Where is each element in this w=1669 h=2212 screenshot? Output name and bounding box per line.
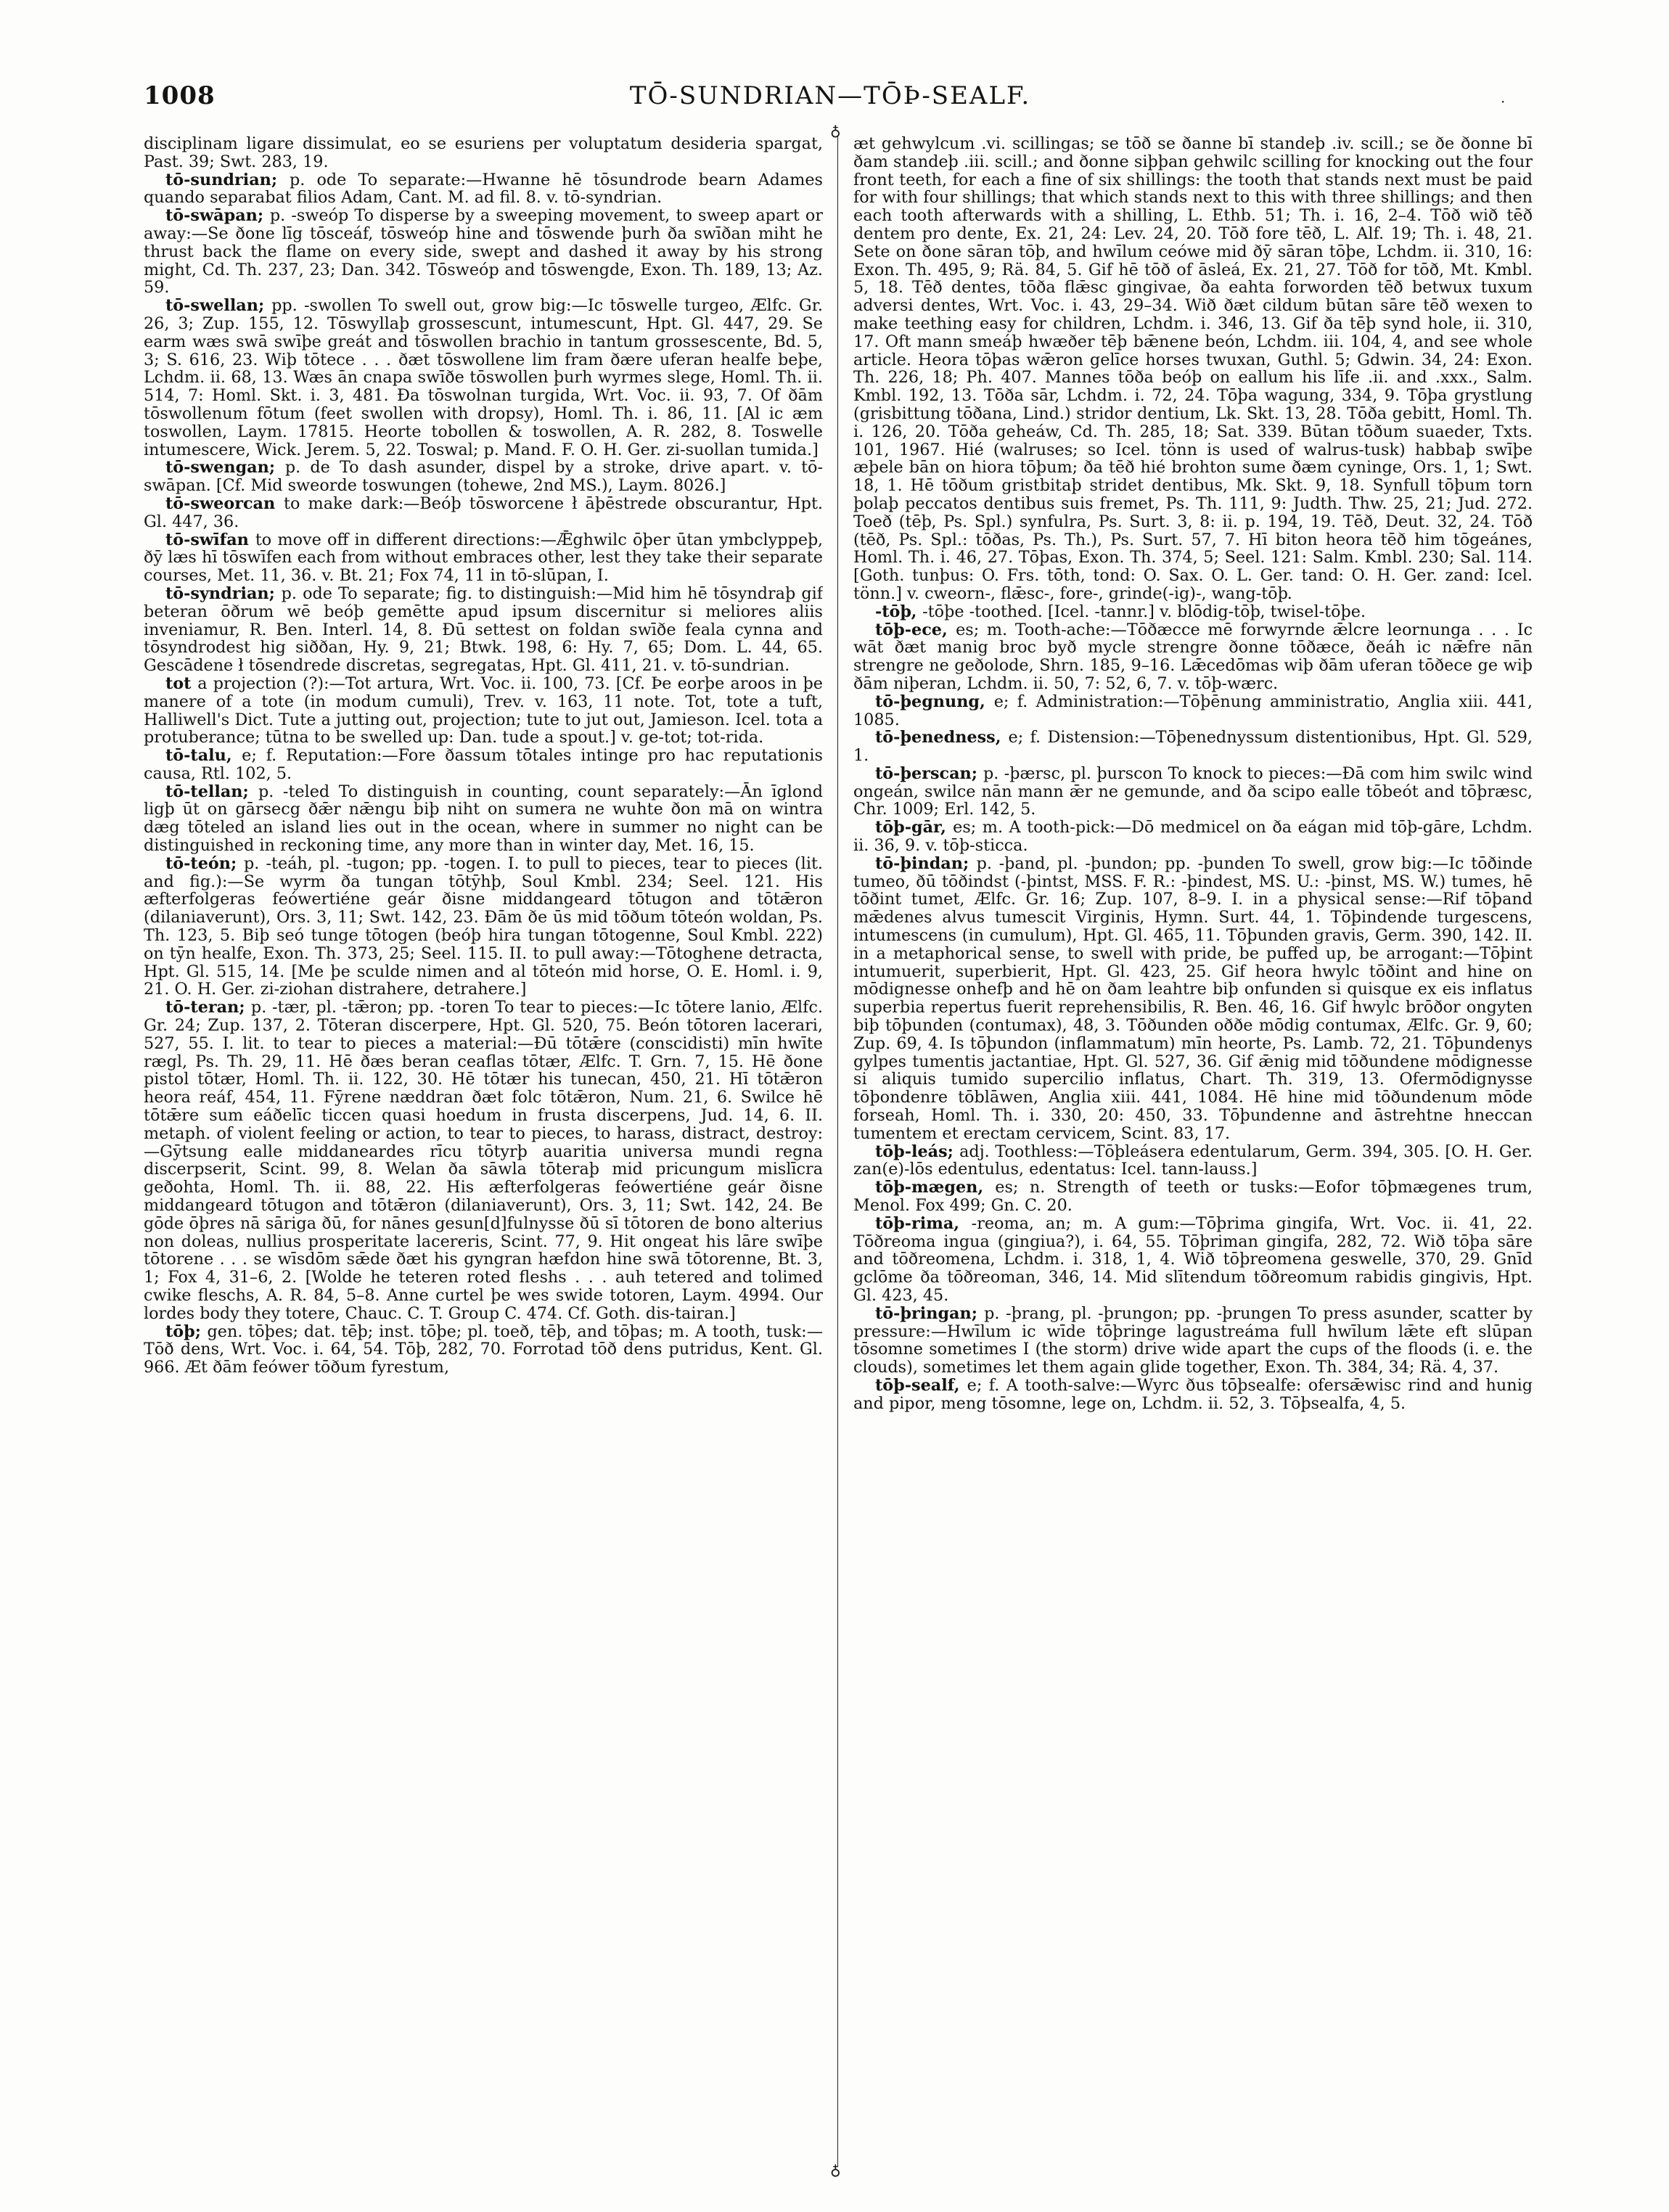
headword: tōþ; xyxy=(165,1322,208,1341)
left-column xyxy=(144,135,823,2160)
page-title: TŌ-SUNDRIAN—TŌÞ-SEALF. xyxy=(629,81,1031,110)
entry: tōþ-leás; adj. Toothless:—Tōþleásera edentularum, Germ. 394, 305. [O. H. Ger. zan(e)-lōs edentulus, edentatus: Icel. tann-lauss.] xyxy=(853,1142,1533,1179)
headword: tō-sundrian; xyxy=(165,170,290,189)
margin-mark: · xyxy=(1501,93,1506,110)
entry: tot a projection (?):—Tot artura, Wrt. Voc. ii. 100, 73. [Cf. Þe eorþe aroos in þe manere of a tote (in modum cumuli), Trev. v. 163, 11 note. Tot, tote a tuft, Halliwell's Dict. Tute a jutting out, projection; tute to jut out, Jamieson. Icel. tota a protuberance; tūtna to be swelled up: Dan. tude a spout.] v. ge-tot; tot-rida. xyxy=(144,673,823,747)
headword: tō-swāpan; xyxy=(165,206,270,226)
headword: tōþ-sealf, xyxy=(875,1375,967,1395)
headword: tō-swīfan xyxy=(165,530,255,549)
entry: tō-swengan; p. de To dash asunder, dispel by a stroke, drive apart. v. tō-swāpan. [Cf. Mid sweorde toswungen (tohewe, 2nd MS.), Laym. 8026.] xyxy=(144,458,823,496)
entry-continuation: disciplinam ligare dissimulat, eo se esuriens per voluptatum desideria spargat, Past. 39; Swt. 283, 19. xyxy=(144,135,823,171)
entry: tō-teran; p. -tær, pl. -tǣron; pp. -toren To tear to pieces:—Ic tōtere lanio, Ælfc. Gr. 24; Zup. 137, 2. Tōteran discerpere, Hpt. Gl. 520, 75. Beón tōtoren lacerari, 527, 55. I. lit. to tear to pieces a material:—Ðū tōtǣre (conscidisti) mīn hwīte rægl, Ps. Th. 29, 11. Hē ðæs beran ceaflas tōtær, Ælfc. T. Grn. 7, 15. Hē ðone pistol tōtær, Homl. Th. ii. 122, 30. Hē tōtær his tunecan, 450, 21. Hī tōtǣron heora reáf, 454, 11. Fȳrene næddran ðæt folc tōtǣron, Num. 21, 6. Swilce hē tōtǣre sum eáðelīc ticcen quasi hoedum in frusta discerpens, Jud. 14, 6. II. metaph. of violent feeling or action, to tear to pieces, to harass, distract, destroy:—Gȳtsung ealle middaneardes rīcu tōtyrþ auaritia universa mundi regna discerpserit, Scint. 99, 8. Welan ða sāwla tōteraþ mid pricungum mislīcra geðohta, Homl. Th. ii. 88, 22. His æfterfolgeras feówertiéne geár ðisne middangeard tōtugon and tōtǣron (dilaniaverunt), Ors. 3, 11; Swt. 142, 24. Be gōde ōþres nā sāriga ðū, for nānes gesun[d]fulnysse ðū sī tōtoren de bono alterius non doleas, nullius prosperitate lacereris, Scint. 77, 9. Hit ongeat his lāre swīþe tōtorene . . . se wīsdōm sǣde ðæt his gyngran hæfdon hine swā tōtorenne, Bt. 3, 1; Fox 4, 31–6, 2. [Wolde he teteren roted fleshs . . . auh tetered and tolimed cwike fleschs, A. R. 84, 5–8. Anne curtel þe wes swide totoren, Laym. 4994. Our lordes body they totere, Chauc. C. T. Group C. 474. Cf. Goth. dis-tairan.] xyxy=(144,998,823,1323)
column-rule-bottom-ornament: ♁ xyxy=(830,2161,841,2179)
entry: tōþ-ece, es; m. Tooth-ache:—Tōðæcce mē forwyrnde ǣlcre leornunga . . . Ic wāt ðæt manig broc byð mycle strengre ðonne tōðæce, ðeáh ic nǣfre nān strengre ne geðolode, Shrn. 185, 9–16. Lǣcedōmas wiþ ðām uferan tōðece ge wiþ ðām niþeran, Lchdm. ii. 50, 7: 52, 6, 7. v. tōþ-wærc. xyxy=(853,620,1533,693)
headword: tōþ-leás; xyxy=(875,1142,960,1161)
page-header xyxy=(144,81,1517,118)
headword: tō-teón; xyxy=(165,853,244,873)
entry: tō-syndrian; p. ode To separate; fig. to distinguish:—Mid him hē tōsyndraþ gif beteran ōðrum wē beóþ gemētte apud ipsum discernitur si meliores aliis inveniamur, R. Ben. Interl. 14, 8. Ðū settest on foldan swīðe feala cynna and tōsyndrodest hig siððan, Hy. 9, 21; Btwk. 198, 6: Hy. 7, 65; Dom. L. 44, 65. Gescādene ł tōsendrede discretas, segregatas, Hpt. Gl. 411, 21. v. tō-sundrian. xyxy=(144,583,823,676)
headword: tōþ-mægen, xyxy=(875,1178,996,1197)
headword: tō-þerscan; xyxy=(875,763,983,783)
headword: tō-swellan; xyxy=(165,296,272,316)
headword: tot xyxy=(165,673,198,693)
entry: tōþ-gār, es; m. A tooth-pick:—Dō medmicel on ða eágan mid tōþ-gāre, Lchdm. ii. 36, 9. v. tōþ-sticca. xyxy=(853,818,1533,856)
entry: tōþ-sealf, e; f. A tooth-salve:—Wyrc ðus tōþsealfe: ofersǣwisc rind and hunig and pipor, meng tōsomne, lege on, Lchdm. ii. 52, 3. Tōþsealfa, 4, 5. xyxy=(853,1375,1533,1413)
headword: tō-swengan; xyxy=(165,458,285,478)
entry: tō-þegnung, e; f. Administration:—Tōþēnung amministratio, Anglia xiii. 441, 1085. xyxy=(853,692,1533,729)
entry: tō-talu, e; f. Reputation:—Fore ðassum tōtales intinge pro hac reputationis causa, Rtl. 102, 5. xyxy=(144,746,823,783)
page-number: 1008 xyxy=(144,81,216,110)
entry: tō-swellan; pp. -swollen To swell out, grow big:—Ic tōswelle turgeo, Ælfc. Gr. 26, 3; Zup. 155, 12. Tōswyllaþ grossescunt, intumescunt, Hpt. Gl. 447, 29. Se earm wæs swā swīþe greát and tōswollen brachio in tantum grossescente, Bd. 5, 3; S. 616, 23. Wiþ tōtece . . . ðæt tōswollene lim fram ðære uferan healfe beþe, Lchdm. ii. 68, 13. Wæs ān cnapa swīðe tōswollen þurh wyrmes slege, Homl. Th. ii. 514, 7: Homl. Skt. i. 3, 481. Ða tōswolnan turgida, Wrt. Voc. ii. 93, 7. Of ðām tōswollenum fōtum (feet swollen with dropsy), Homl. Th. i. 86, 11. [Al ic æm toswollen, Laym. 17815. Heorte tobollen & toswollen, A. R. 282, 8. Toswelle intumescere, Wick. Jerem. 5, 22. Toswal; p. Mand. F. O. H. Ger. zi-suollan tumida.] xyxy=(144,296,823,459)
entry: tō-swīfan to move off in different directions:—Ǣghwilc ōþer ūtan ymbclyppeþ, ðȳ læs hī tōswīfen each from without embraces other, lest they take their separate courses, Met. 11, 36. v. Bt. 21; Fox 74, 11 in tō-slūpan, I. xyxy=(144,530,823,586)
entry: tō-sundrian; p. ode To separate:—Hwanne hē tōsundrode bearn Adames quando separabat filios Adam, Cant. M. ad fil. 8. v. tō-syndrian. xyxy=(144,170,823,208)
column-rule-top-ornament: ♁ xyxy=(830,122,841,139)
column-rule xyxy=(837,135,838,2167)
entry-continuation: æt gehwylcum .vi. scillingas; se tōð se ðanne bī standeþ .iv. scill.; se ðe ðonne bī ðam standeþ .iii. scill.; and ðonne siþþan gehwilc scilling for knocking out the four front teeth, for each a fine of six shillings: the tooth that stands next must be paid for with four shillings; that which stands next to this with three shillings; and then each tooth afterwards with a shilling, L. Ethb. 51; Th. i. 16, 2–4. Tōð wið tēð dentem pro dente, Ex. 21, 24: Lev. 24, 20. Tōð fore tēð, L. Alf. 19; Th. i. 48, 21. Sete on ðone sāran tōþ, and hwīlum ceówe mid ðȳ sāran tōþe, Lchdm. ii. 310, 16: Exon. Th. 495, 9; Rä. 84, 5. Gif hē tōð of āsleá, Ex. 21, 27. Tōð for tōð, Mt. Kmbl. 5, 18. Tēð dentes, tōða flǣsc gingivae, ða eahta forworden tēð betwux tuxum adversi dentes, Wrt. Voc. i. 43, 29–34. Wið ðæt cildum būtan sāre tēð wexen to make teething easy for children, Lchdm. i. 346, 13. Gif ða tēþ synd hole, ii. 310, 17. Oft mann smeáþ hwæðer tēþ bǣnene beón, Lchdm. iii. 104, 4, and see whole article. Heora tōþas wǣron gelīce horses twuxan, Guthl. 5; Gdwin. 34, 24: Exon. Th. 226, 18; Ph. 407. Mannes tōða beóþ on eallum his līfe .ii. and .xxx., Salm. Kmbl. 192, 13. Tōða sār, Lchdm. i. 72, 24. Tōþa wagung, 334, 9. Tōþa grystlung (grisbittung tōðana, Lind.) stridor dentium, Lk. Skt. 13, 28. Tōða gebitt, Homl. Th. i. 126, 20. Tōða geheáw, Cd. Th. 285, 18; Sat. 339. Būtan tōðum suaeder, Txts. 101, 1967. Hié (walruses; so Icel. tönn is used of walrus-tusk) habbaþ swīþe æþele bān on hiora tōþum; ða tēð hié brohton sume ðæm cyninge, Ors. 1, 1; Swt. 18, 1. Hē tōðum gristbitaþ stridet dentibus, Mk. Skt. 9, 18. Synfull tōþum torn þolaþ peccatos dentibus suis fremet, Ps. Th. 111, 9: Judth. Thw. 25, 21; Jud. 272. Toeð (tēþ, Ps. Spl.) synfulra, Ps. Surt. 3, 8: ii. p. 194, 19. Tēð, Deut. 32, 24. Tōð (tēð, Ps. Spl.: tōðas, Ps. Th.), Ps. Surt. 57, 7. Hī biton heora tēð him tōgeánes, Homl. Th. i. 46, 27. Tōþas, Exon. Th. 374, 5; Seel. 121: Salm. Kmbl. 230; Sal. 114. [Goth. tunþus: O. Frs. tōth, tond: O. Sax. O. L. Ger. tand: O. H. Ger. zand: Icel. tönn.] v. cweorn-, flǣsc-, fore-, grinde(-ig)-, wang-tōþ. xyxy=(853,135,1533,603)
entry: tōþ-mægen, es; n. Strength of teeth or tusks:—Eofor tōþmægenes trum, Menol. Fox 499; Gn. C. 20. xyxy=(853,1178,1533,1216)
right-column xyxy=(853,135,1533,2160)
entry: tō-swāpan; p. -sweóp To disperse by a sweeping movement, to sweep apart or away:—Se ðone līg tōsceáf, tōsweóp hine and tōswende þurh ða swīðan miht he thrust back the flame on every side, swept and dashed it away by his strong might, Cd. Th. 237, 23; Dan. 342. Tōsweóp and tōswengde, Exon. Th. 189, 13; Az. 59. xyxy=(144,206,823,298)
headword: tōþ-ece, xyxy=(875,620,956,639)
entry: tōþ-rima, -reoma, an; m. A gum:—Tōþrima gingifa, Wrt. Voc. ii. 41, 22. Tōðreoma ingua (gingiua?), i. 64, 55. Tōþriman gingifa, 282, 72. Wið tōþa sāre and tōðreomena, Lchdm. i. 318, 1, 4. Wið tōþreomena geswelle, 370, 29. Gnīd gclōme ða tōðreoman, 346, 14. Mid slītendum tōðreomum rabidis gingivis, Hpt. Gl. 423, 45. xyxy=(853,1213,1533,1305)
headword: tō-teran; xyxy=(165,998,251,1017)
entry: tō-þindan; p. -þand, pl. -þundon; pp. -þunden To swell, grow big:—Ic tōðinde tumeo, ðū tōðindst (-þintst, MSS. F. R.: -þindest, MS. U.: -þinst, MS. W.) tumes, hē tōðint tumet, Ælfc. Gr. 16; Zup. 107, 8–9. I. in a physical sense:—Rif tōþand mǣdenes alvus tumescit Virginis, Hymn. Surt. 44, 1. Tōþindende turgescens, intumescens (in cumulum), Hpt. Gl. 465, 11. Tōþunden gravis, Germ. 390, 142. II. in a metaphorical sense, to swell with pride, be puffed up, be arrogant:—Tōþint intumuerit, superbierit, Hpt. Gl. 423, 25. Gif heora hwylc tōðint and hine on mōdignesse onhefþ and hē on ðam leahtre biþ onfunden si quisque ex eis inflatus superbia repertus fuerit reprehensibilis, R. Ben. 46, 16. Gif hwylc brōðor ongyten biþ tōþunden (contumax), 48, 3. Tōðunden oððe mōdig contumax, Ælfc. Gr. 9, 60; Zup. 69, 4. Is tōþundon (inflammatum) mīn heorte, Ps. Lamb. 72, 21. Tōþundenys gylpes tumentis jactantiae, Hpt. Gl. 527, 36. Gif ǣnig mid tōðundene mōdignesse si aliquis tumido supercilio inflatus, Chart. Th. 319, 13. Ofermōdignysse tōþondenre tōblāwen, Anglia xiii. 441, 1084. Hē hine mid tōðundenum mōde forseah, Homl. Th. i. 330, 20: 450, 33. Tōþundenne and āstrehtne hneccan tumentem et erectam cervicem, Scint. 83, 17. xyxy=(853,853,1533,1143)
entry: tō-tellan; p. -teled To distinguish in counting, count separately:—Ān īglond ligþ ūt on gārsecg ðǣr nǣngu biþ niht on sumera ne wuhte ðon mā on wintra dæg tōteled an island lies out in the ocean, where in summer no night can be distinguished in reckoning time, any more than in winter day, Met. 16, 15. xyxy=(144,782,823,856)
entry: tō-þringan; p. -þrang, pl. -þrungon; pp. -þrungen To press asunder, scatter by pressure:—Hwīlum ic wīde tōþringe lagustreáma full hwīlum lǣte eft slūpan tōsomne sometimes I (the storm) drive wide apart the cups of the floods (i. e. the clouds), sometimes let them again glide together, Exon. Th. 384, 34; Rä. 4, 37. xyxy=(853,1303,1533,1377)
headword: tōþ-gār, xyxy=(875,818,954,837)
headword: tō-þringan; xyxy=(875,1303,985,1323)
headword: tō-þindan; xyxy=(875,853,977,873)
entry: -tōþ, -tōþe -toothed. [Icel. -tannr.] v. blōdig-tōþ, twisel-tōþe. xyxy=(875,602,1366,621)
entry: tō-þenedness, e; f. Distension:—Tōþenednyssum distentionibus, Hpt. Gl. 529, 1. xyxy=(853,728,1533,766)
headword: tō-syndrian; xyxy=(165,583,282,603)
entry: tō-þerscan; p. -þærsc, pl. þurscon To knock to pieces:—Ðā com him swilc wind ongeán, swilce nān mann ǣr ne gemunde, and ða scipo ealle tōbeót and tōþræsc, Chr. 1009; Erl. 142, 5. xyxy=(853,763,1533,819)
entry: tō-sweorcan to make dark:—Beóþ tōsworcene ł āþēstrede obscurantur, Hpt. Gl. 447, 36. xyxy=(144,493,823,531)
headword: tō-sweorcan xyxy=(165,493,284,513)
headword: tō-þegnung, xyxy=(875,692,994,711)
headword: tō-talu, xyxy=(165,746,242,766)
entry: tō-teón; p. -teáh, pl. -tugon; pp. -togen. I. to pull to pieces, tear to pieces (lit. and fig.):—Se wyrm ða tungan tōtȳhþ, Soul Kmbl. 234; Seel. 121. His æfterfolgeras feówertiéne geár ðisne middangeard tōtugon and tōtǣron (dilaniaverunt), Ors. 3, 11; Swt. 142, 23. Ðām ðe ūs mid tōðum tōteón woldan, Ps. Th. 123, 5. Biþ seó tunge tōtogen (beóþ hira tungan tōtogenne, Soul Kmbl. 222) on tȳn healfe, Exon. Th. 373, 25; Seel. 115. II. to pull away:—Tōtoghene detracta, Hpt. Gl. 515, 14. [Me þe sculde nimen and al tōteón mid horse, O. E. Homl. i. 9, 21. O. H. Ger. zi-ziohan distrahere, detrahere.] xyxy=(144,853,823,999)
entry: tōþ; gen. tōþes; dat. tēþ; inst. tōþe; pl. toeð, tēþ, and tōþas; m. A tooth, tusk:—Tōð dens, Wrt. Voc. i. 64, 54. Tōþ, 282, 70. Forrotad tōð dens putridus, Kent. Gl. 966. Æt ðām feówer tōðum fyrestum, xyxy=(144,1322,823,1377)
headword: -tōþ, xyxy=(875,602,923,621)
headword: tō-tellan; xyxy=(165,782,258,801)
headword: tō-þenedness, xyxy=(875,728,1009,747)
headword: tōþ-rima, xyxy=(875,1213,972,1233)
